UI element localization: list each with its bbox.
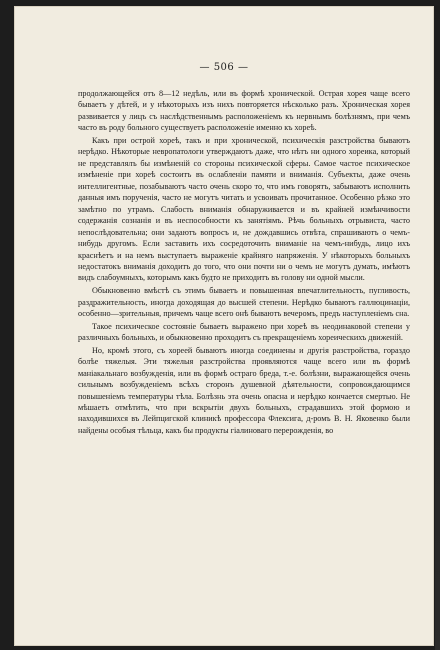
book-page xyxy=(14,6,434,646)
page-number: — 506 — xyxy=(199,62,249,73)
paragraph: Обыкновенно вмѣстѣ съ этимъ бываетъ и повышенная впечатлительность, пугливость, раздражительность, иногда доходящая до высшей степени. Нерѣдко бываютъ галлюцинаціи, особенно—зрительныя, причемъ чаще всего онѣ бываютъ вечеромъ, предъ наступленіемъ сна. xyxy=(78,286,410,318)
scan-edge xyxy=(435,0,440,650)
body-text xyxy=(78,88,410,438)
paragraph: Но, кромѣ этого, съ хореей бываютъ иногда соединены и другія разстройства, гораздо болѣе тяжелыя. Эти тяжелыя разстройства проявляются чаще всего или въ формѣ маніакальнаго возбужденія, или въ формѣ остраго бреда, т.-е. болѣзни, выражающейся очень сильнымъ возбужденіемъ всѣхъ сторонъ душевной дѣятельности, сопровождающимся повышеніемъ температуры тѣла. Болѣзнь эта очень опасна и нерѣдко кончается смертью. Не мѣшаетъ отмѣтить, что при вскрытіи двухъ больныхъ, страдавшихъ этой формою и находившихся въ Лейпцигской клиникѣ профессора Флексига, д-ромъ В. Н. Яковенко были найдены особыя тѣльца, какъ бы продукты гіалиноваго перерожденія, во xyxy=(78,345,410,435)
paragraph: Какъ при острой хореѣ, такъ и при хронической, психическія разстройства бываютъ нерѣдко. Нѣкоторые невропатологи утверждаютъ даже, что нѣтъ ни одного хореика, который не представлялъ бы измѣненій со стороны психической сферы. Самое частое психическое измѣненіе при хореѣ состоитъ въ ослабленіи памяти и вниманія. Субъекты, даже очень интеллигентные, позабываютъ часто очень скоро то, что имъ говорятъ, забываютъ исполнить данныя имъ порученія, часто не могутъ читать и усвоивать прочитанное. Особенно рѣзко это замѣтно по утрамъ. Слабость вниманія обнаруживается и въ крайней измѣнчивости содержанія сознанія и въ неспособности къ занятіямъ. Рѣчь больныхъ отрывиста, часто непослѣдовательна; они задаютъ вопросъ и, не дождавшись отвѣта, спрашиваютъ о чемъ-нибудь другомъ. Если заставить ихъ сосредоточить вниманіе на чемъ-нибудь, лицо ихъ краснѣетъ и на немъ выступаетъ выраженіе крайняго напряженія. У нѣкоторыхъ больныхъ недостатокъ вниманія доходитъ до того, что они почти ни о чемъ не могутъ думать, имѣютъ видъ слабоумныхъ, которымъ какъ будто не приходитъ въ голову ни одной мысли. xyxy=(78,136,410,283)
paragraph-continuation: продолжающейся отъ 8—12 недѣль, или въ формѣ хронической. Острая хорея чаще всего бываетъ у дѣтей, и у нѣкоторыхъ изъ нихъ повторяется нѣсколько разъ. Хроническая хорея развивается у лицъ съ наслѣдственнымъ расположеніемъ къ нервнымъ болѣзнямъ, при чемъ часто въ роду больного существуетъ расположеніе именно къ хореѣ. xyxy=(78,89,410,133)
paragraph: Такое психическое состояніе бываетъ выражено при хореѣ въ неодинаковой степени у различныхъ больныхъ, и обыкновенно проходитъ съ прекращеніемъ хореическихъ движеній. xyxy=(78,321,410,343)
